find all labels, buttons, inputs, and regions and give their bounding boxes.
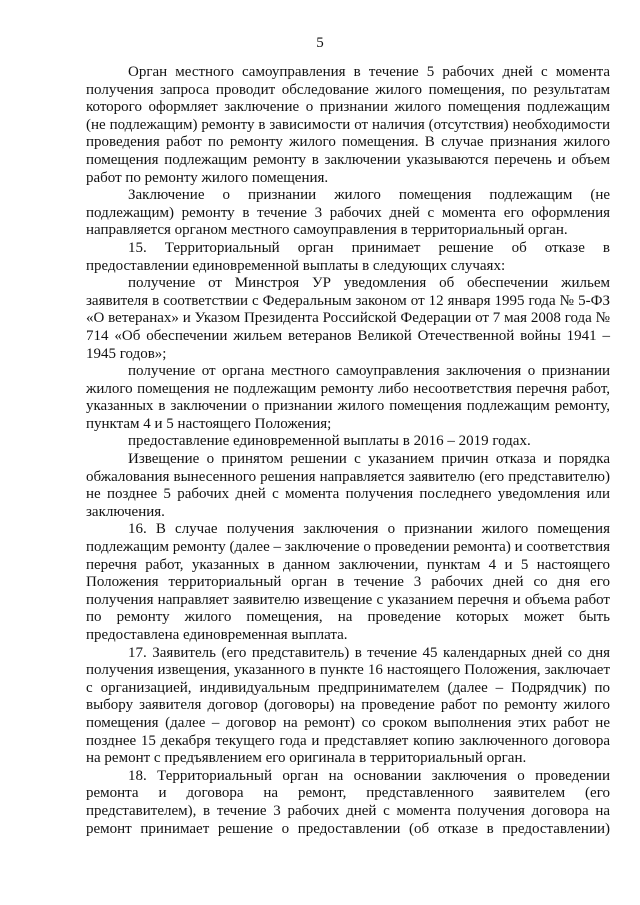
page-number: 5	[316, 35, 324, 51]
paragraph-item-15: 15. Территориальный орган принимает решение об отказе в предоставлении единовременной выплаты в следующих случаях:	[86, 239, 610, 274]
paragraph-refusal-case-repair: получение от органа местного самоуправления заключения о признании жилого помещения не подлежащим ремонту либо несоответствия перечня работ, указанных в заключении о признании жилого помещения подлежащим ремонту, пунктам 4 и 5 настоящего Положения;	[86, 363, 610, 432]
paragraph-refusal-case-prior-payment: предоставление единовременной выплаты в 2016 – 2019 годах.	[128, 433, 531, 450]
paragraph-refusal-case-housing: получение от Минстроя УР уведомления об обеспечении жильем заявителя в соответствии с Федеральным законом от 12 января 1995 года № 5-ФЗ «О ветеранах» и Указом Президента Российской Федерации от 7 мая 2008 года № 714 «Об обеспечении жильем ветеранов Великой Отечественной войны 1941 – 1945 годов»;	[86, 275, 610, 362]
paragraph-inspection: Орган местного самоуправления в течение 5 рабочих дней с момента получения запроса проводит обследование жилого помещения, по результатам которого оформляет заключение о признании жилого помещения подлежащим (не подлежащим) ремонту в зависимости от наличия (отсутствия) необходимости проведения работ по ремонту жилого помещения. В случае признания жилого помещения подлежащим ремонту в заключении указываются перечень и объем работ по ремонту жилого помещения.	[86, 64, 610, 186]
document-body	[86, 64, 610, 838]
paragraph-item-17: 17. Заявитель (его представитель) в течение 45 календарных дней со дня получения извещения, указанного в пункте 16 настоящего Положения, заключает с организацией, индивидуальным предпринимателем (далее – Подрядчик) по выбору заявителя договор (договоры) на проведение работ по ремонту жилого помещения (далее – договор на ремонт) со сроком выполнения этих работ не позднее 15 декабря текущего года и представляет копию заключенного договора на ремонт с предъявлением его оригинала в территориальный орган.	[86, 644, 610, 767]
paragraph-conclusion-sent: Заключение о признании жилого помещения подлежащим (не подлежащим) ремонту в течение 3 рабочих дней с момента его оформления направляется органом местного самоуправления в территориальный орган.	[86, 187, 610, 239]
paragraph-item-18: 18. Территориальный орган на основании заключения о проведении ремонта и договора на ремонт, представленного заявителем (его представителем), в течение 3 рабочих дней с момента получения договора на ремонт принимает решение о предоставлении (об отказе в предоставлении)	[86, 767, 610, 837]
paragraph-item-16: 16. В случае получения заключения о признании жилого помещения подлежащим ремонту (далее – заключение о проведении ремонта) и соответствия перечня работ, указанных в данном заключении, пунктам 4 и 5 настоящего Положения территориальный орган в течение 3 рабочих дней со дня его получения направляет заявителю извещение с указанием перечня и объема работ по ремонту жилого помещения, на проведение которых может быть предоставлена единовременная выплата.	[86, 521, 610, 643]
paragraph-refusal-notice: Извещение о принятом решении с указанием причин отказа и порядка обжалования вынесенного решения направляется заявителю (его представителю) не позднее 5 рабочих дней с момента получения последнего уведомления или заключения.	[86, 451, 610, 520]
